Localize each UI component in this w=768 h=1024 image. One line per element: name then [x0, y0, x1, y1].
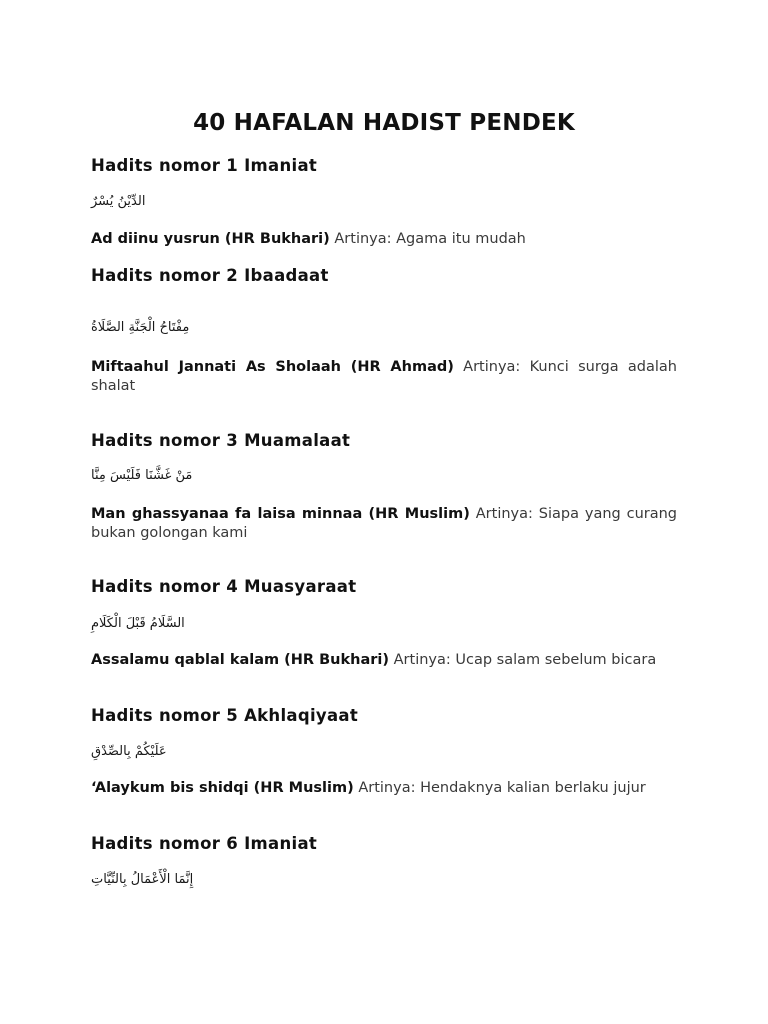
- hadith-4-heading: Hadits nomor 4 Muasyaraat: [91, 577, 357, 596]
- document-title: 40 HAFALAN HADIST PENDEK: [193, 110, 575, 136]
- hadith-5-arabic: عَلَيْكُمْ بِالصِّدْقِ: [91, 744, 167, 759]
- hadith-3-heading: Hadits nomor 3 Muamalaat: [91, 431, 351, 450]
- hadith-2-text: [91, 358, 677, 396]
- hadith-2-heading: Hadits nomor 2 Ibaadaat: [91, 266, 329, 285]
- hadith-4-meaning: Artinya: Ucap salam sebelum bicara: [393, 652, 657, 668]
- hadith-3-text: [91, 505, 677, 543]
- hadith-4-text: [91, 651, 677, 670]
- hadith-3-arabic: مَنْ غَشَّنَا فَلَيْسَ مِنَّا: [91, 468, 193, 483]
- hadith-5-text: [91, 779, 677, 798]
- hadith-2-arabic: مِفْتَاحُ الْجَنَّةِ الصَّلَاةُ: [91, 320, 190, 335]
- hadith-6-arabic: إِنَّمَا الْأَعْمَالُ بِالنِّيَّاتِ: [91, 872, 194, 887]
- hadith-1-heading: Hadits nomor 1 Imaniat: [91, 156, 318, 175]
- hadith-3-transliteration: Man ghassyanaa fa laisa minnaa (HR Muslim): [91, 506, 470, 522]
- hadith-2-transliteration: Miftaahul Jannati As Sholaah (HR Ahmad): [91, 359, 454, 375]
- hadith-1-meaning: Artinya: Agama itu mudah: [334, 231, 526, 247]
- hadith-4-transliteration: Assalamu qablal kalam (HR Bukhari): [91, 652, 390, 668]
- hadith-6-heading: Hadits nomor 6 Imaniat: [91, 834, 318, 853]
- hadith-1-arabic: الدِّيْنُ يُسْرٌ: [91, 194, 146, 209]
- hadith-4-arabic: السَّلَامُ قَبْلَ الْكَلَامِ: [91, 616, 185, 631]
- hadith-1-text: [91, 230, 677, 249]
- hadith-3-meaning: Artinya: Siapa yang curang bukan golongan kami: [91, 506, 678, 541]
- hadith-5-meaning: Artinya: Hendaknya kalian berlaku jujur: [358, 780, 646, 796]
- hadith-2-meaning: Artinya: Kunci surga adalah shalat: [91, 359, 678, 394]
- hadith-1-transliteration: Ad diinu yusrun (HR Bukhari): [91, 231, 330, 247]
- hadith-5-heading: Hadits nomor 5 Akhlaqiyaat: [91, 706, 359, 725]
- hadith-5-transliteration: ‘Alaykum bis shidqi (HR Muslim): [91, 780, 354, 796]
